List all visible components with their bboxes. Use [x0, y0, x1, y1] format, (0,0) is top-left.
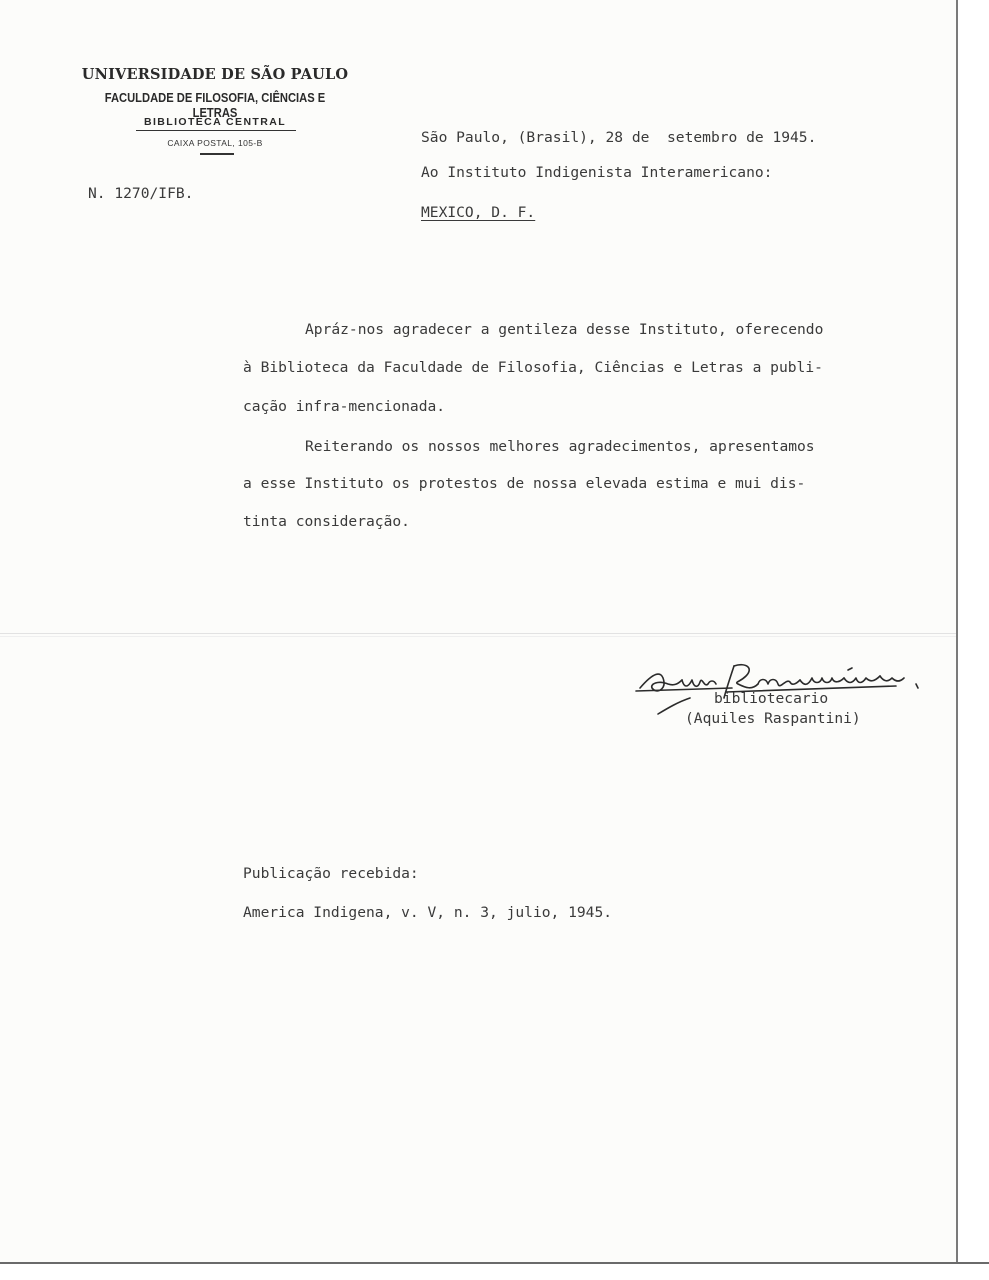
paper-fold-shadow	[0, 636, 956, 637]
letterhead-university: UNIVERSIDADE DE SÃO PAULO	[81, 66, 349, 83]
letterhead-faculty: FACULDADE DE FILOSOFIA, CIÊNCIAS E LETRAS	[104, 90, 326, 120]
body-paragraph-1-line-3: cação infra-mencionada.	[243, 398, 446, 415]
paper-fold-line	[0, 633, 956, 634]
letterhead-postal-box: CAIXA POSTAL, 105-B	[167, 138, 263, 148]
publication-label: Publicação recebida:	[243, 865, 419, 882]
letterhead-divider	[136, 130, 296, 131]
body-paragraph-2-line-2: a esse Instituto os protestos de nossa elevada estima e mui dis-	[243, 475, 806, 492]
letterhead-library: BIBLIOTECA CENTRAL	[143, 116, 287, 128]
scan-edge-bottom	[0, 1262, 989, 1280]
signature-scribble	[634, 654, 924, 718]
publication-citation: America Indigena, v. V, n. 3, julio, 1945.	[243, 904, 613, 921]
scan-edge-right	[956, 0, 989, 1280]
body-paragraph-1-line-1: Apráz-nos agradecer a gentileza desse Instituto, oferecendo	[305, 321, 824, 338]
body-paragraph-2-line-3: tinta consideração.	[243, 513, 410, 530]
signature-title: bibliotecario	[714, 690, 829, 707]
recipient-location: MEXICO, D. F.	[421, 204, 536, 221]
signatory-name: (Aquiles Raspantini)	[685, 710, 861, 727]
reference-number: N. 1270/IFB.	[88, 185, 194, 202]
recipient-line: Ao Instituto Indigenista Interamericano:	[421, 164, 773, 181]
letterhead-short-rule	[200, 153, 234, 155]
handwritten-signature	[634, 654, 924, 718]
body-paragraph-2-line-1: Reiterando os nossos melhores agradecimentos, apresentamos	[305, 438, 815, 455]
date-line: São Paulo, (Brasil), 28 de setembro de 1945.	[421, 129, 817, 146]
body-paragraph-1-line-2: à Biblioteca da Faculdade de Filosofia, Ciências e Letras a publi-	[243, 359, 823, 376]
